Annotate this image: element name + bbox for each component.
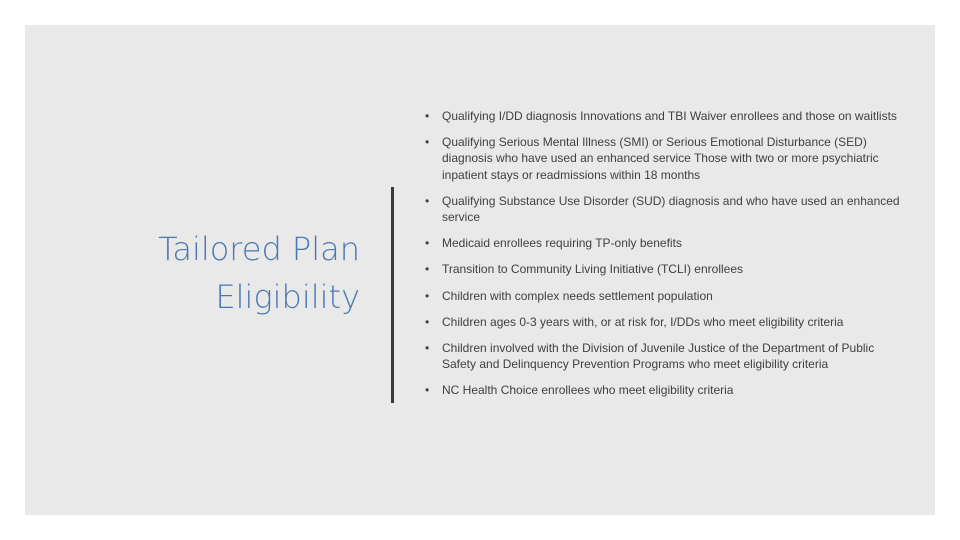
list-item-text: Children with complex needs settlement population — [442, 288, 713, 303]
list-item — [405, 340, 910, 372]
eligibility-list — [405, 108, 910, 409]
bullet-icon: • — [425, 314, 430, 329]
vertical-divider — [391, 187, 394, 403]
list-item-text: Qualifying I/DD diagnosis Innovations and TBI Waiver enrollees and those on waitlists — [442, 109, 897, 123]
list-item-text: NC Health Choice enrollees who meet eligibility criteria — [442, 383, 734, 398]
bullet-icon: • — [425, 109, 430, 123]
slide-background — [25, 25, 935, 515]
bullet-icon: • — [425, 193, 430, 208]
list-item — [405, 382, 910, 398]
list-item — [405, 193, 910, 225]
title-line-1: Tailored Plan — [158, 230, 360, 268]
list-item — [405, 314, 910, 330]
slide-title — [110, 225, 360, 321]
list-item-text: Medicaid enrollees requiring TP-only benefits — [442, 236, 682, 251]
bullet-icon: • — [425, 262, 430, 277]
list-item — [405, 288, 910, 304]
bullet-icon: • — [425, 383, 430, 398]
bullet-icon: • — [425, 236, 430, 251]
bullet-icon: • — [425, 341, 430, 356]
list-item-text: Children ages 0-3 years with, or at risk for, I/DDs who meet eligibility criteria — [442, 314, 844, 329]
list-item — [405, 235, 910, 251]
list-item-text: Qualifying Serious Mental Illness (SMI) or Serious Emotional Disturbance (SED) diagnosis who have used an enhanced service Those with two or more psychiatric inpatient stays or readmissions within 18 months — [442, 135, 879, 182]
list-item — [405, 134, 910, 183]
list-item-text: Qualifying Substance Use Disorder (SUD) diagnosis and who have used an enhanced service — [442, 193, 900, 225]
title-line-2: Eligibility — [215, 278, 360, 316]
bullet-icon: • — [425, 135, 430, 150]
list-item-text: Children involved with the Division of Juvenile Justice of the Department of Public Safety and Delinquency Prevention Programs who meet eligibility criteria — [442, 341, 875, 372]
list-item — [405, 108, 910, 124]
list-item — [405, 261, 910, 277]
list-item-text: Transition to Community Living Initiative (TCLI) enrollees — [442, 262, 744, 277]
bullet-icon: • — [425, 288, 430, 303]
